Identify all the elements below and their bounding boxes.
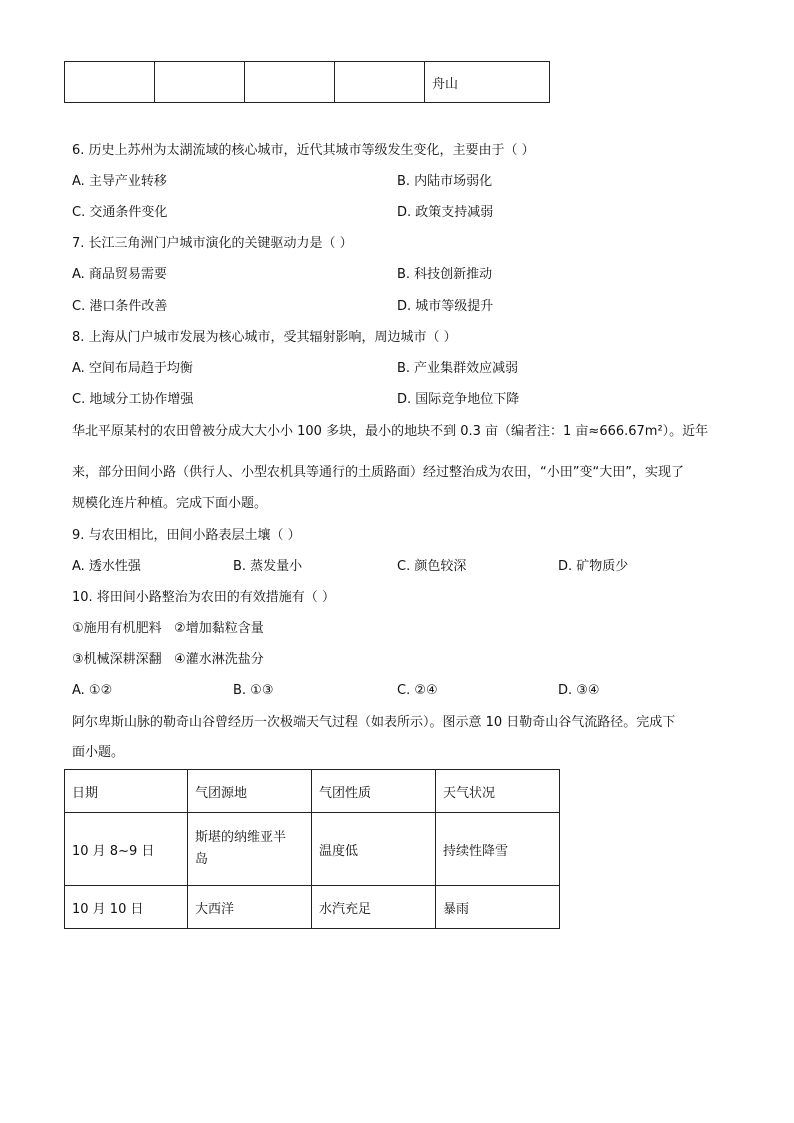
question-9-stem: 9. 与农田相比，田间小路表层土壤（ ）	[72, 528, 301, 543]
question-8-option-a: A. 空间布局趋于均衡	[72, 361, 193, 376]
question-7-option-a: A. 商品贸易需要	[72, 267, 167, 282]
table-cell-date: 10 月 8~9 日	[65, 813, 188, 886]
table-cell-weather: 暴雨	[436, 886, 560, 929]
table-header: 日期	[65, 770, 188, 813]
question-9-option-a: A. 透水性强	[72, 559, 141, 574]
question-7-option-b: B. 科技创新推动	[397, 267, 493, 282]
table-cell-source-line: 斯堪的纳维亚半	[195, 830, 287, 845]
question-8-stem: 8. 上海从门户城市发展为核心城市，受其辐射影响，周边城市（ ）	[72, 330, 457, 345]
table-cell-source	[188, 813, 312, 886]
table-cell	[335, 62, 425, 103]
table-cell-source-line: 岛	[195, 852, 209, 867]
question-7-option-c: C. 港口条件改善	[72, 299, 168, 314]
question-8-option-d: D. 国际竞争地位下降	[397, 392, 520, 407]
table-cell: 舟山	[425, 62, 550, 103]
question-7-option-d: D. 城市等级提升	[397, 299, 494, 314]
table-cell-source: 大西洋	[188, 886, 312, 929]
passage-2-line-2: 面小题。	[72, 745, 125, 760]
passage-2-line-1: 阿尔卑斯山脉的勒奇山谷曾经历一次极端天气过程（如表所示）。图示意 10 日勒奇山谷气流路径。完成下	[72, 715, 676, 730]
passage-1-line-2: 来，部分田间小路（供行人、小型农机具等通行的土质路面）经过整治成为农田，“小田”变“大田”，实现了	[72, 465, 684, 480]
question-6-option-c: C. 交通条件变化	[72, 205, 168, 220]
question-10-items-1: ①施用有机肥料 ②增加黏粒含量	[72, 621, 264, 636]
table-header: 天气状况	[436, 770, 560, 813]
table-header: 气团性质	[312, 770, 436, 813]
question-10-option-c: C. ②④	[397, 683, 438, 698]
question-6-stem: 6. 历史上苏州为太湖流域的核心城市，近代其城市等级发生变化，主要由于（ ）	[72, 143, 535, 158]
table-row	[65, 886, 560, 929]
top-table	[64, 61, 550, 103]
question-7-stem: 7. 长江三角洲门户城市演化的关键驱动力是（ ）	[72, 236, 353, 251]
question-10-option-b: B. ①③	[233, 683, 274, 698]
weather-table	[64, 769, 560, 929]
question-9-option-c: C. 颜色较深	[397, 559, 467, 574]
table-header-row	[65, 770, 560, 813]
question-10-stem: 10. 将田间小路整治为农田的有效措施有（ ）	[72, 590, 335, 605]
question-6-option-b: B. 内陆市场弱化	[397, 174, 493, 189]
question-9-option-b: B. 蒸发量小	[233, 559, 303, 574]
table-row	[65, 62, 550, 103]
question-8-option-c: C. 地域分工协作增强	[72, 392, 194, 407]
table-cell-date: 10 月 10 日	[65, 886, 188, 929]
question-9-option-d: D. 矿物质少	[558, 559, 629, 574]
question-10-option-d: D. ③④	[558, 683, 600, 698]
question-8-option-b: B. 产业集群效应减弱	[397, 361, 519, 376]
table-cell	[245, 62, 335, 103]
table-header: 气团源地	[188, 770, 312, 813]
question-10-items-2: ③机械深耕深翻 ④灌水淋洗盐分	[72, 652, 264, 667]
table-row	[65, 813, 560, 886]
question-10-option-a: A. ①②	[72, 683, 113, 698]
table-cell-weather: 持续性降雪	[436, 813, 560, 886]
table-cell-nature: 温度低	[312, 813, 436, 886]
passage-1-line-1: 华北平原某村的农田曾被分成大大小小 100 多块，最小的地块不到 0.3 亩（编者注：1 亩≈666.67m²）。近年	[72, 424, 709, 439]
question-6-option-d: D. 政策支持减弱	[397, 205, 494, 220]
table-cell	[155, 62, 245, 103]
passage-1-line-3: 规模化连片种植。完成下面小题。	[72, 496, 268, 511]
question-6-option-a: A. 主导产业转移	[72, 174, 167, 189]
table-cell	[65, 62, 155, 103]
table-cell-nature: 水汽充足	[312, 886, 436, 929]
